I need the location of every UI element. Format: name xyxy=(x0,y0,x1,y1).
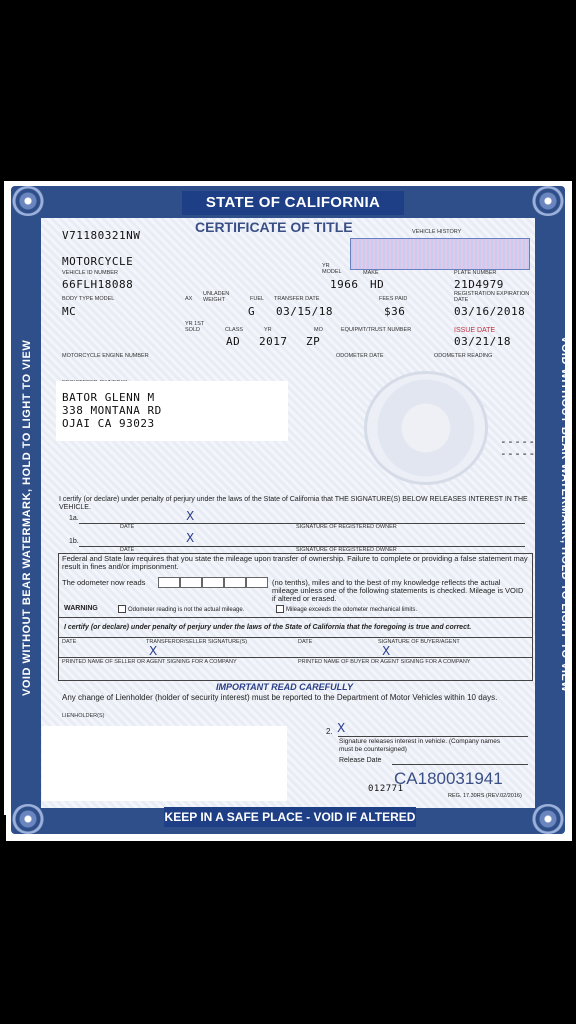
label-yr-model: YR MODEL xyxy=(322,263,342,275)
label-issue-date: ISSUE DATE xyxy=(454,327,496,334)
sig-2-x: X xyxy=(337,721,346,735)
label-body-type: BODY TYPE MODEL xyxy=(62,296,115,302)
corner-rosette xyxy=(531,804,565,834)
state-title: STATE OF CALIFORNIA xyxy=(182,191,404,215)
warning-label: WARNING xyxy=(64,605,98,612)
lienholder-notice: Any change of Lienholder (holder of security interest) must be reported to the Department of Motor Vehicles within 10 days. xyxy=(62,693,498,702)
label-make: MAKE xyxy=(363,270,379,276)
seller-x: X xyxy=(149,644,158,658)
label-ax: AX xyxy=(185,296,193,302)
control-number: CA180031941 xyxy=(394,769,503,788)
vin-value: 66FLH18088 xyxy=(62,278,134,291)
fuel-value: G xyxy=(248,305,256,318)
dashes-1: ----- xyxy=(500,435,536,448)
warning-checkbox-2[interactable] xyxy=(276,605,284,613)
label-engine: MOTORCYCLE ENGINE NUMBER xyxy=(62,353,149,359)
sig-2-label: 2. xyxy=(326,727,333,736)
small-number: 012771 xyxy=(368,784,404,794)
body-model-value: MC xyxy=(62,305,77,318)
odometer-text-a: The odometer now reads xyxy=(62,578,146,587)
date-label: DATE xyxy=(298,639,313,645)
label-lienholder: LIENHOLDER(S) xyxy=(62,713,105,719)
label-fuel: FUEL xyxy=(250,296,265,302)
federal-law-text: Federal and State law requires that you state the mileage upon transfer of ownership. Failure to complete or providing a false statement may result in fines and/or imprisonment. xyxy=(62,554,528,571)
divider xyxy=(58,657,533,658)
side-text-right: VOID WITHOUT BEAR WATERMARK, HOLD TO LIGHT TO VIEW xyxy=(559,336,571,693)
divider xyxy=(58,637,533,638)
plate-value: 21D4979 xyxy=(454,278,504,291)
odometer-text-b: (no tenths), miles and to the best of my knowledge reflects the actual mileage unless one of the following statements is checked. Mileage is VOID if altered or erased. xyxy=(272,578,524,603)
label-class: CLASS xyxy=(225,327,244,333)
sig-1b-label: 1b. xyxy=(69,538,79,545)
printed-seller-label: PRINTED NAME OF SELLER OR AGENT SIGNING FOR A COMPANY xyxy=(62,659,237,665)
label-transfer-date: TRANSFER DATE xyxy=(274,296,320,302)
vehicle-history-label: VEHICLE HISTORY xyxy=(412,229,462,235)
label-yr-sold: YR 1ST SOLD xyxy=(185,321,205,333)
release-text: Signature releases interest in vehicle. (Company names must be countersigned) xyxy=(339,738,501,753)
owner-name: BATOR GLENN M xyxy=(62,391,155,404)
yr-model-value: 1966 xyxy=(330,278,359,291)
expiration-value: 03/16/2018 xyxy=(454,305,526,318)
date-label: DATE xyxy=(62,639,77,645)
transfer-date-value: 03/15/18 xyxy=(276,305,333,318)
odometer-digit-box[interactable] xyxy=(180,577,202,588)
scan-edge-mark xyxy=(2,815,6,855)
corner-rosette xyxy=(11,804,45,834)
printed-buyer-label: PRINTED NAME OF BUYER OR AGENT SIGNING FOR A COMPANY xyxy=(298,659,471,665)
sig-1b-x: X xyxy=(186,531,195,545)
corner-rosette xyxy=(11,186,45,216)
warning-checkbox-1[interactable] xyxy=(118,605,126,613)
sig-1a-x: X xyxy=(186,509,195,523)
class-value: AD xyxy=(226,335,241,348)
fees-value: $36 xyxy=(384,305,406,318)
label-vehicle-id: VEHICLE ID NUMBER xyxy=(62,270,118,276)
side-text-left: VOID WITHOUT BEAR WATERMARK, HOLD TO LIGHT TO VIEW xyxy=(21,339,33,696)
date-label: DATE xyxy=(120,524,135,530)
warning-option-2: Mileage exceeds the odometer mechanical limits. xyxy=(286,607,418,613)
mo-value: ZP xyxy=(306,335,321,348)
title-certificate xyxy=(4,181,572,841)
odometer-digit-box[interactable] xyxy=(246,577,268,588)
certificate-title: CERTIFICATE OF TITLE xyxy=(195,219,353,235)
odometer-digit-box[interactable] xyxy=(202,577,224,588)
reg-form-number: REG. 17.30RS (REV.02/2016) xyxy=(448,793,522,799)
corner-rosette xyxy=(531,186,565,216)
sig-owner-label: SIGNATURE OF REGISTERED OWNER xyxy=(296,524,397,530)
yr-value: 2017 xyxy=(259,335,288,348)
warning-option-1: Odometer reading is not the actual mileage. xyxy=(128,607,245,613)
label-odometer-reading: ODOMETER READING xyxy=(434,353,493,359)
seller-sig-label: TRANSFEROR/SELLER SIGNATURE(S) xyxy=(146,639,248,645)
date-label: DATE xyxy=(120,547,135,553)
sig-owner-label: SIGNATURE OF REGISTERED OWNER xyxy=(296,547,397,553)
buyer-x: X xyxy=(382,644,391,658)
body-type-text: MOTORCYCLE xyxy=(62,255,134,268)
label-mo: MO xyxy=(314,327,323,333)
certify-release-text: I certify (or declare) under penalty of perjury under the laws of the State of California that THE SIGNATURE(S) BELOW RELEASES INTEREST IN THE VEHICLE. xyxy=(59,496,528,511)
buyer-sig-label: SIGNATURE OF BUYER/AGENT xyxy=(378,639,460,645)
owner-city: OJAI CA 93023 xyxy=(62,417,155,430)
release-date-line[interactable] xyxy=(392,764,528,765)
label-yr: YR xyxy=(264,327,272,333)
owner-street: 338 MONTANA RD xyxy=(62,404,162,417)
label-expiration: REGISTRATION EXPIRATION DATE xyxy=(454,291,530,303)
sig-2-line[interactable] xyxy=(338,736,528,737)
label-plate: PLATE NUMBER xyxy=(454,270,497,276)
label-unladen: UNLADEN WEIGHT xyxy=(203,291,230,303)
lienholder-box xyxy=(42,726,287,801)
label-odometer-date: ODOMETER DATE xyxy=(336,353,384,359)
certify-true-text: I certify (or declare) under penalty of perjury under the laws of the State of California that the foregoing is true and correct. xyxy=(64,624,472,631)
label-equipment: EQUIPMT/TRUST NUMBER xyxy=(341,327,412,333)
issue-date-value: 03/21/18 xyxy=(454,335,511,348)
odometer-digit-box[interactable] xyxy=(224,577,246,588)
vehicle-history-box xyxy=(350,238,530,270)
release-date-label: Release Date xyxy=(339,757,382,764)
label-fees: FEES PAID xyxy=(379,296,408,302)
state-seal-watermark xyxy=(364,371,488,485)
sig-1a-label: 1a. xyxy=(69,515,79,522)
document-number: V71180321NW xyxy=(62,229,141,242)
important-heading: IMPORTANT READ CAREFULLY xyxy=(216,682,353,692)
make-value: HD xyxy=(370,278,385,291)
divider xyxy=(58,617,533,618)
dashes-2: ----- xyxy=(500,447,536,460)
bottom-banner: KEEP IN A SAFE PLACE - VOID IF ALTERED xyxy=(164,807,416,827)
odometer-digit-box[interactable] xyxy=(158,577,180,588)
